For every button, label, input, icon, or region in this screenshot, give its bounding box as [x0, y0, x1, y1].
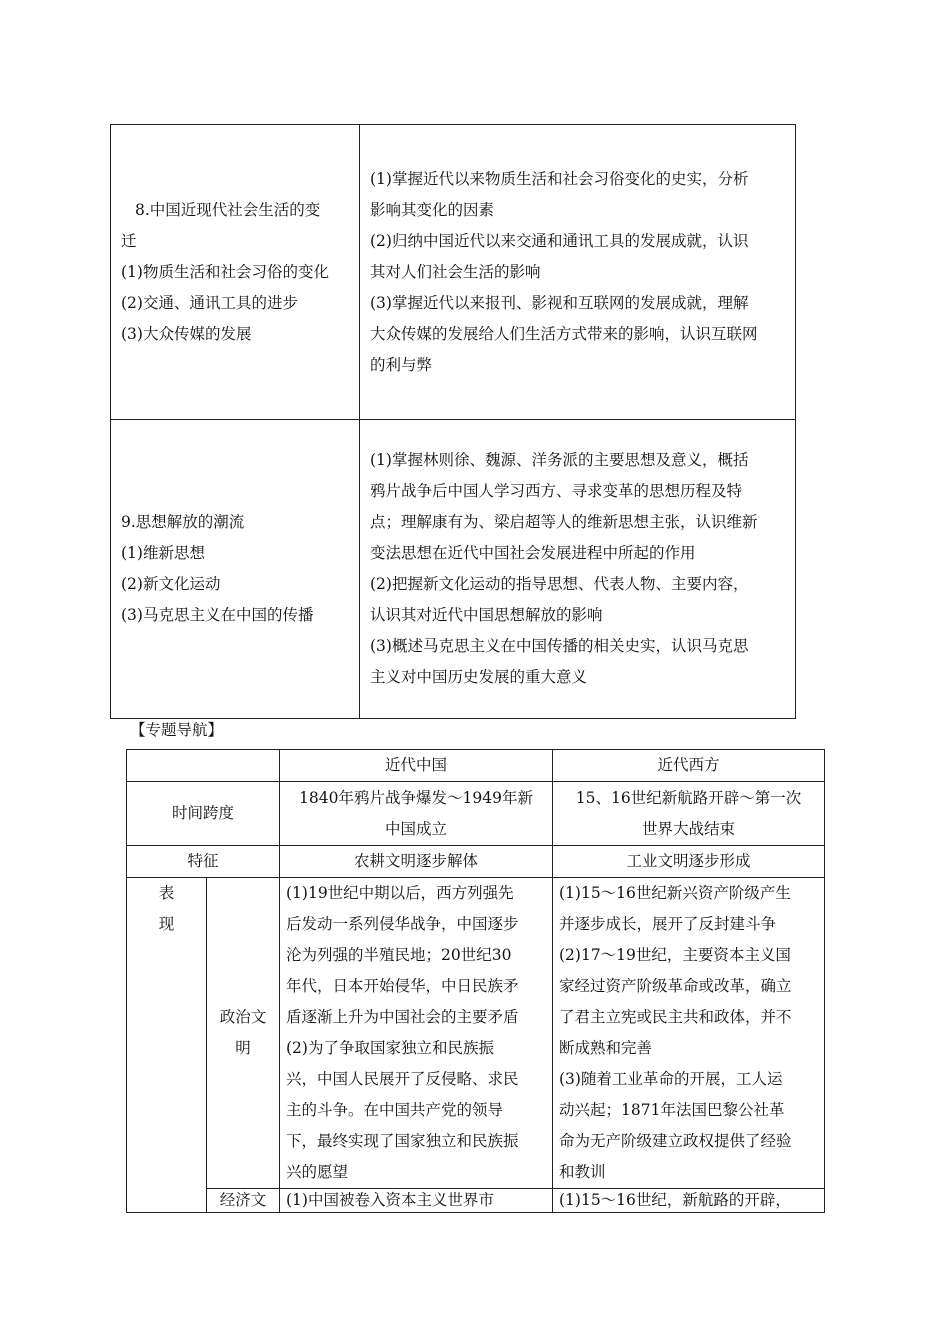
time-span-west: [553, 782, 825, 846]
cell-line: 断成熟和完善: [559, 1039, 653, 1057]
table-row: [127, 782, 825, 846]
requirement-line: 大众传媒的发展给人们生活方式带来的影响，认识互联网: [370, 324, 758, 343]
table-row: [127, 1189, 825, 1213]
expression-label: [127, 878, 207, 1213]
cell-line: (2)17～19世纪，主要资本主义国: [559, 946, 791, 964]
header-empty-cell: [127, 750, 280, 782]
cell-line: 政治文: [219, 1008, 267, 1026]
cell-line: 后发动一系列侵华战争，中国逐步: [286, 915, 519, 933]
topic-line: (2)新文化运动: [121, 575, 221, 593]
cell-line: (3)随着工业革命的开展，工人运: [559, 1070, 783, 1088]
political-label: [207, 878, 280, 1189]
topic-line: 8.中国近现代社会生活的变: [135, 200, 321, 219]
time-span-label: 时间跨度: [127, 782, 280, 846]
requirement-line: (1)掌握林则徐、魏源、洋务派的主要思想及意义，概括: [370, 451, 749, 469]
cell-line: 1840年鸦片战争爆发～1949年新: [299, 788, 533, 807]
cell-line: 下，最终实现了国家独立和民族振: [286, 1132, 519, 1150]
requirement-line: 点；理解康有为、梁启超等人的维新思想主张，认识维新: [370, 513, 758, 531]
topic-line: 9.思想解放的潮流: [121, 513, 245, 531]
cell-line: 明: [235, 1039, 251, 1057]
political-china: [280, 878, 553, 1189]
requirement-line: (2)把握新文化运动的指导思想、代表人物、主要内容，: [370, 575, 749, 593]
requirement-cell-9: [360, 420, 796, 719]
cell-line: 和教训: [559, 1163, 606, 1181]
requirement-line: (3)掌握近代以来报刊、影视和互联网的发展成就，理解: [370, 293, 749, 312]
cell-line: (2)为了争取国家独立和民族振: [286, 1039, 494, 1057]
economic-china: (1)中国被卷入资本主义世界市: [280, 1189, 553, 1213]
political-west: [553, 878, 825, 1189]
header-china: 近代中国: [280, 750, 553, 782]
topic-line: (3)马克思主义在中国的传播: [121, 606, 314, 624]
table-row: [127, 750, 825, 782]
requirement-line: 主义对中国历史发展的重大意义: [370, 668, 588, 686]
cell-line: 兴，中国人民展开了反侵略、求民: [286, 1070, 519, 1088]
topic-cell-8: [111, 125, 360, 420]
cell-line: (1)15～16世纪新兴资产阶级产生: [559, 884, 791, 902]
cell-line: 盾逐渐上升为中国社会的主要矛盾: [286, 1008, 519, 1026]
topic-line: (1)维新思想: [121, 544, 205, 562]
topic-navigation-table: [126, 749, 825, 1213]
feature-west: 工业文明逐步形成: [553, 846, 825, 878]
cell-line: 兴的愿望: [286, 1163, 349, 1181]
table-row: [127, 878, 825, 1189]
cell-line: 命为无产阶级建立政权提供了经验: [559, 1132, 792, 1150]
requirement-line: 认识其对近代中国思想解放的影响: [370, 606, 603, 624]
economic-label: 经济文: [207, 1189, 280, 1213]
cell-line: 了君主立宪或民主共和政体，并不: [559, 1008, 792, 1026]
cell-line: 年代，日本开始侵华，中日民族矛: [286, 977, 519, 995]
topic-line: (3)大众传媒的发展: [121, 324, 252, 343]
table-row: [127, 846, 825, 878]
economic-west: (1)15～16世纪，新航路的开辟，: [553, 1189, 825, 1213]
cell-line: 世界大战结束: [641, 819, 735, 838]
cell-line: 现: [158, 915, 175, 933]
requirement-line: 其对人们社会生活的影响: [370, 262, 541, 281]
requirement-line: (1)掌握近代以来物质生活和社会习俗变化的史实，分析: [370, 169, 749, 188]
requirement-cell-8: [360, 125, 796, 420]
cell-line: 家经过资产阶级革命或改革，确立: [559, 977, 792, 995]
requirement-line: (2)归纳中国近代以来交通和通讯工具的发展成就，认识: [370, 231, 749, 250]
cell-line: 沦为列强的半殖民地；20世纪30: [286, 946, 512, 964]
topic-line: (1)物质生活和社会习俗的变化: [121, 262, 329, 281]
requirement-line: 影响其变化的因素: [370, 200, 495, 219]
cell-line: 动兴起；1871年法国巴黎公社革: [559, 1101, 785, 1119]
topic-cell-9: [111, 420, 360, 719]
time-span-china: [280, 782, 553, 846]
curriculum-standards-table: [110, 124, 796, 719]
requirement-line: (3)概述马克思主义在中国传播的相关史实，认识马克思: [370, 637, 749, 655]
requirement-line: 鸦片战争后中国人学习西方、寻求变革的思想历程及特: [370, 482, 743, 500]
table-row: [111, 420, 796, 719]
section-heading: 【专题导航】: [130, 721, 224, 739]
feature-china: 农耕文明逐步解体: [280, 846, 553, 878]
topic-line: (2)交通、通讯工具的进步: [121, 293, 298, 312]
table-row: [111, 125, 796, 420]
topic-line: 迁: [121, 231, 137, 250]
cell-line: 中国成立: [384, 819, 447, 838]
header-west: 近代西方: [553, 750, 825, 782]
cell-line: (1)19世纪中期以后，西方列强先: [286, 884, 514, 902]
cell-line: 并逐步成长，展开了反封建斗争: [559, 915, 777, 933]
feature-label: 特征: [127, 846, 280, 878]
requirement-line: 变法思想在近代中国社会发展进程中所起的作用: [370, 544, 696, 562]
cell-line: 表: [158, 884, 175, 902]
requirement-line: 的利与弊: [370, 355, 433, 374]
cell-line: 主的斗争。在中国共产党的领导: [286, 1101, 504, 1119]
cell-line: 15、16世纪新航路开辟～第一次: [575, 788, 802, 807]
